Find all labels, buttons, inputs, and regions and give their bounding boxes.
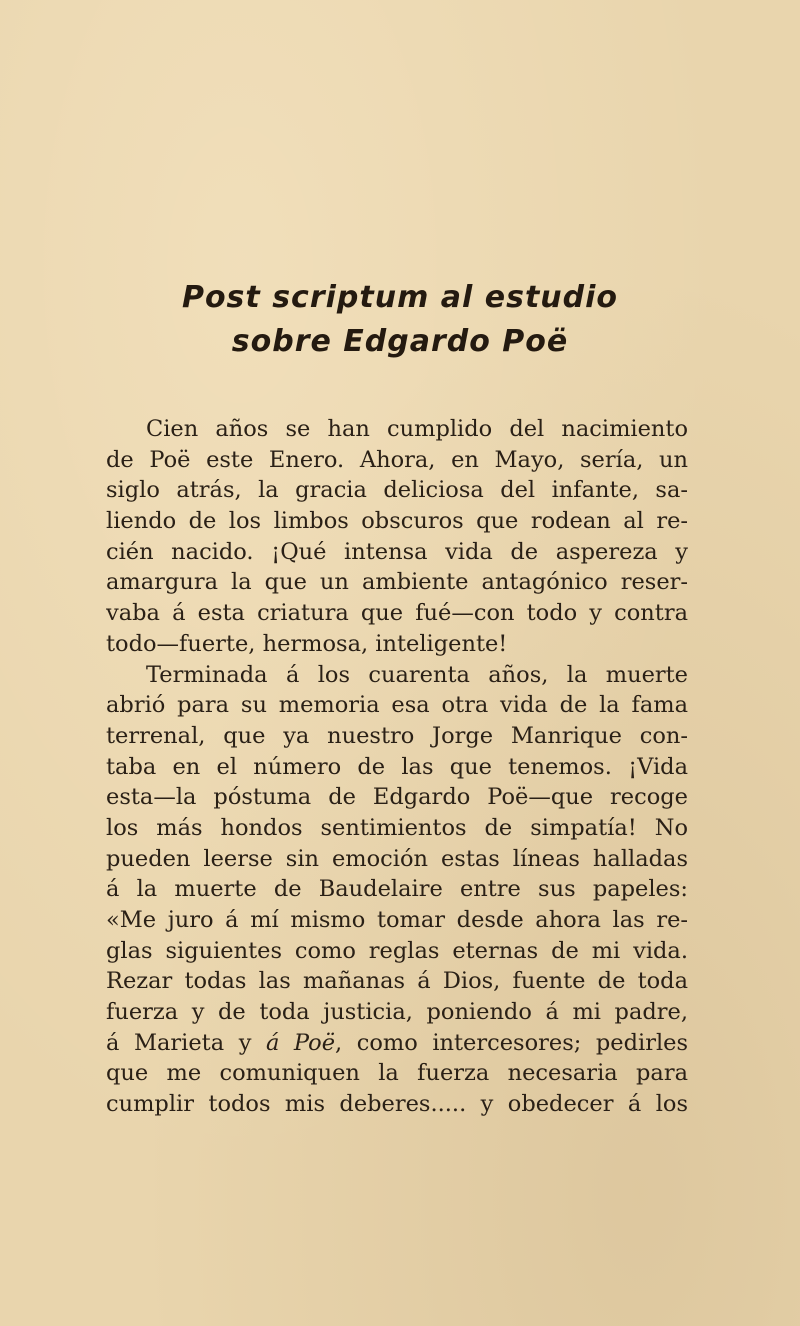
text-segment: á Marieta y (106, 1029, 266, 1056)
text-line: terrenal, que ya nuestro Jorge Manrique con- (106, 722, 688, 749)
text-line: Rezar todas las mañanas á Dios, fuente de toda (106, 968, 688, 995)
text-line: pueden leerse sin emoción estas líneas halladas (106, 845, 688, 872)
text-line: abrió para su memoria esa otra vida de la fama (106, 692, 688, 719)
text-line: los más hondos sentimientos de simpatía! No (106, 814, 688, 841)
text-line: vaba á esta criatura que fué—con todo y contra (106, 600, 688, 627)
text-line: á la muerte de Baudelaire entre sus papeles: (106, 876, 688, 903)
text-line: esta—la póstuma de Edgardo Poë—que recoge (106, 784, 688, 811)
text-line: Cien años se han cumplido del nacimiento (146, 416, 688, 442)
text-line: siglo atrás, la gracia deliciosa del infante, sa- (106, 477, 688, 504)
text-line: todo—fuerte, hermosa, inteligente! (106, 630, 508, 657)
text-line: que me comuniquen la fuerza necesaria para (106, 1060, 688, 1087)
body-text (106, 414, 688, 1120)
page-title-line-2: sobre Edgardo Poë (231, 324, 569, 359)
page-title-line-1: Post scriptum al estudio (181, 280, 619, 315)
text-line: liendo de los limbos obscuros que rodean al re- (106, 508, 688, 535)
text-line-with-italic (106, 1028, 688, 1059)
text-line: fuerza y de toda justicia, poniendo á mi padre, (106, 999, 688, 1026)
text-line: de Poë este Enero. Ahora, en Mayo, sería, un (106, 446, 688, 473)
text-line: taba en el número de las que tenemos. ¡Vida (106, 753, 688, 780)
text-line: cién nacido. ¡Qué intensa vida de aspereza y (106, 538, 688, 565)
text-line: cumplir todos mis deberes..... y obedecer á los (106, 1091, 688, 1118)
text-segment: , como intercesores; pedirles (335, 1029, 688, 1056)
text-line: glas siguientes como reglas eternas de mi vida. (106, 937, 688, 964)
text-line: Terminada á los cuarenta años, la muerte (146, 661, 688, 688)
italic-segment: á Poë (265, 1029, 336, 1056)
text-line: «Me juro á mí mismo tomar desde ahora las re- (106, 907, 688, 933)
text-line: amargura la que un ambiente antagónico reser- (106, 569, 688, 596)
